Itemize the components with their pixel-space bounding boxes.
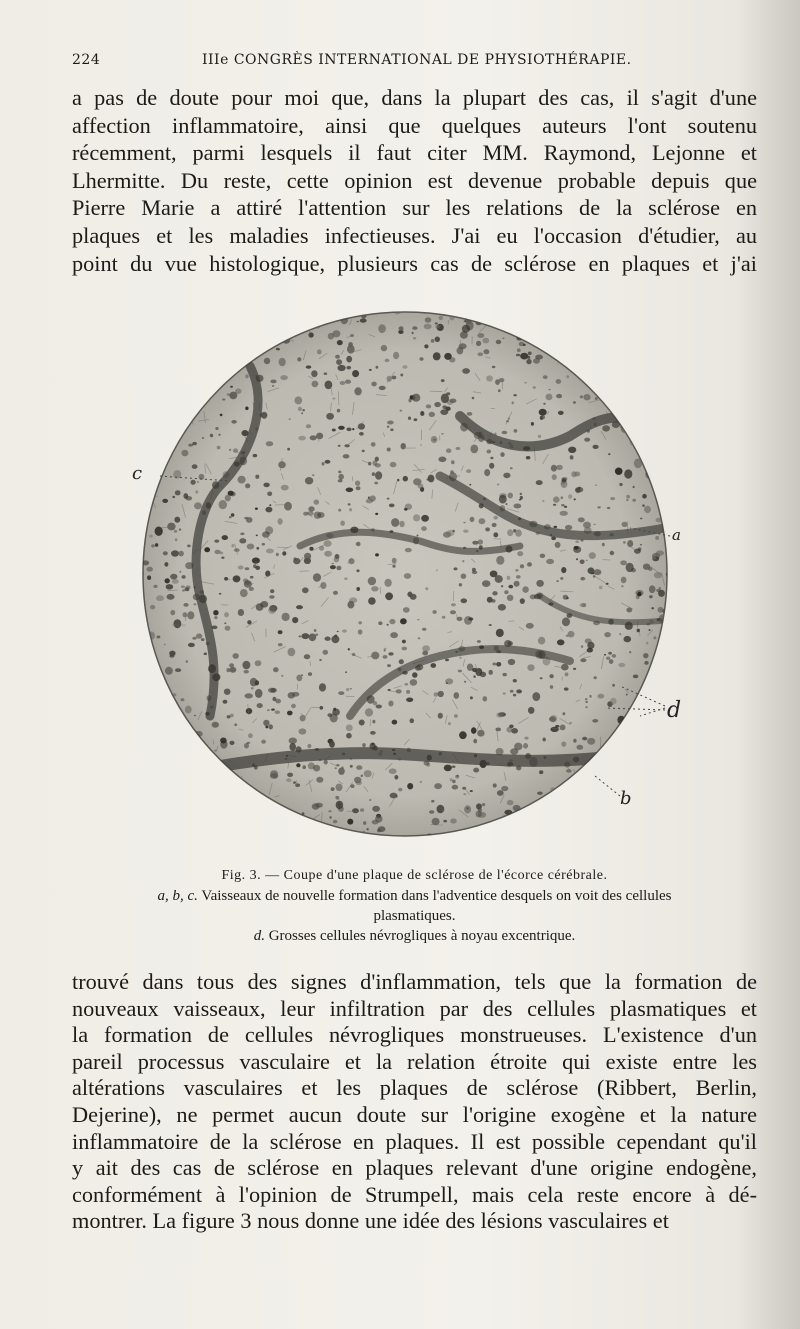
caption-title: Fig. 3. — Coupe d'une plaque de sclérose de l'écorce cérébrale.: [221, 868, 608, 883]
text-line: y ait des cas de sclérose en plaques relevant d'une origine endogène,: [72, 1155, 757, 1181]
text-line: montrer. La figure 3 nous donne une idée des lésions vasculaires et: [72, 1208, 669, 1234]
text-line: récemment, parmi lesquels il faut citer MM. Raymond, Lejonne et: [72, 140, 757, 166]
text-line: point du vue histologique, plusieurs cas de sclérose en plaques et j'ai: [72, 250, 757, 276]
text-line: altérations vasculaires et les plaques de sclérose (Ribbert, Berlin,: [72, 1075, 757, 1101]
microscope-section-drawing: [100, 296, 700, 856]
text-line: la formation de cellules névrogliques monstrueuses. L'existence d'un: [72, 1022, 757, 1048]
text-line: Dejerine), ne permet aucun doute sur l'origine exogène et la nature: [72, 1101, 757, 1127]
figure-label-d: d: [667, 698, 682, 723]
figure-label-c: c: [132, 463, 143, 484]
caption-letters: a, b, c.: [157, 888, 198, 904]
text-line: Lhermitte. Du reste, cette opinion est devenue probable depuis que: [72, 167, 757, 193]
caption-text: Vaisseaux de nouvelle formation dans l'adventice desquels on voit des cellules: [201, 888, 672, 904]
figure-label-b: b: [620, 788, 632, 809]
text-line: a pas de doute pour moi que, dans la plupart des cas, il s'agit d'une: [72, 85, 757, 110]
running-title: IIIe CONGRÈS INTERNATIONAL DE PHYSIOTHÉRAPIE.: [202, 52, 632, 68]
text-line: plaques et les maladies infectieuses. J'ai eu l'occasion d'étudier, au: [72, 222, 757, 248]
caption-line-3: [72, 926, 757, 946]
caption-line-1: [72, 886, 757, 906]
figure-caption: [72, 866, 757, 946]
text-line: pareil processus vasculaire et la relation étroite qui existe entre les: [72, 1048, 757, 1074]
text-line: affection inflammatoire, ainsi que quelques auteurs l'ont soutenu: [72, 112, 757, 138]
figure-label-a: a: [672, 526, 681, 544]
text-line: nouveaux vaisseaux, leur infiltration par des cellules plasmatiques et: [72, 995, 757, 1021]
caption-line-2: plasmatiques.: [373, 908, 456, 924]
page-number: 224: [72, 52, 101, 68]
caption-text: Grosses cellules névrogliques à noyau excentrique.: [268, 928, 576, 944]
text-line: inflammatoire de la sclérose en plaques. Il est possible cependant qu'il: [72, 1128, 757, 1154]
text-line: Pierre Marie a attiré l'attention sur les relations de la sclérose en: [72, 195, 757, 221]
text-line: conformément à l'opinion de Strumpell, mais cela reste encore à dé-: [72, 1181, 757, 1207]
paragraph-bottom: [72, 969, 757, 1235]
text-line: trouvé dans tous des signes d'inflammation, tels que la formation de: [72, 969, 757, 994]
histology-figure: [100, 296, 700, 856]
paragraph-top: [72, 84, 757, 277]
caption-letter: d.: [253, 928, 265, 944]
